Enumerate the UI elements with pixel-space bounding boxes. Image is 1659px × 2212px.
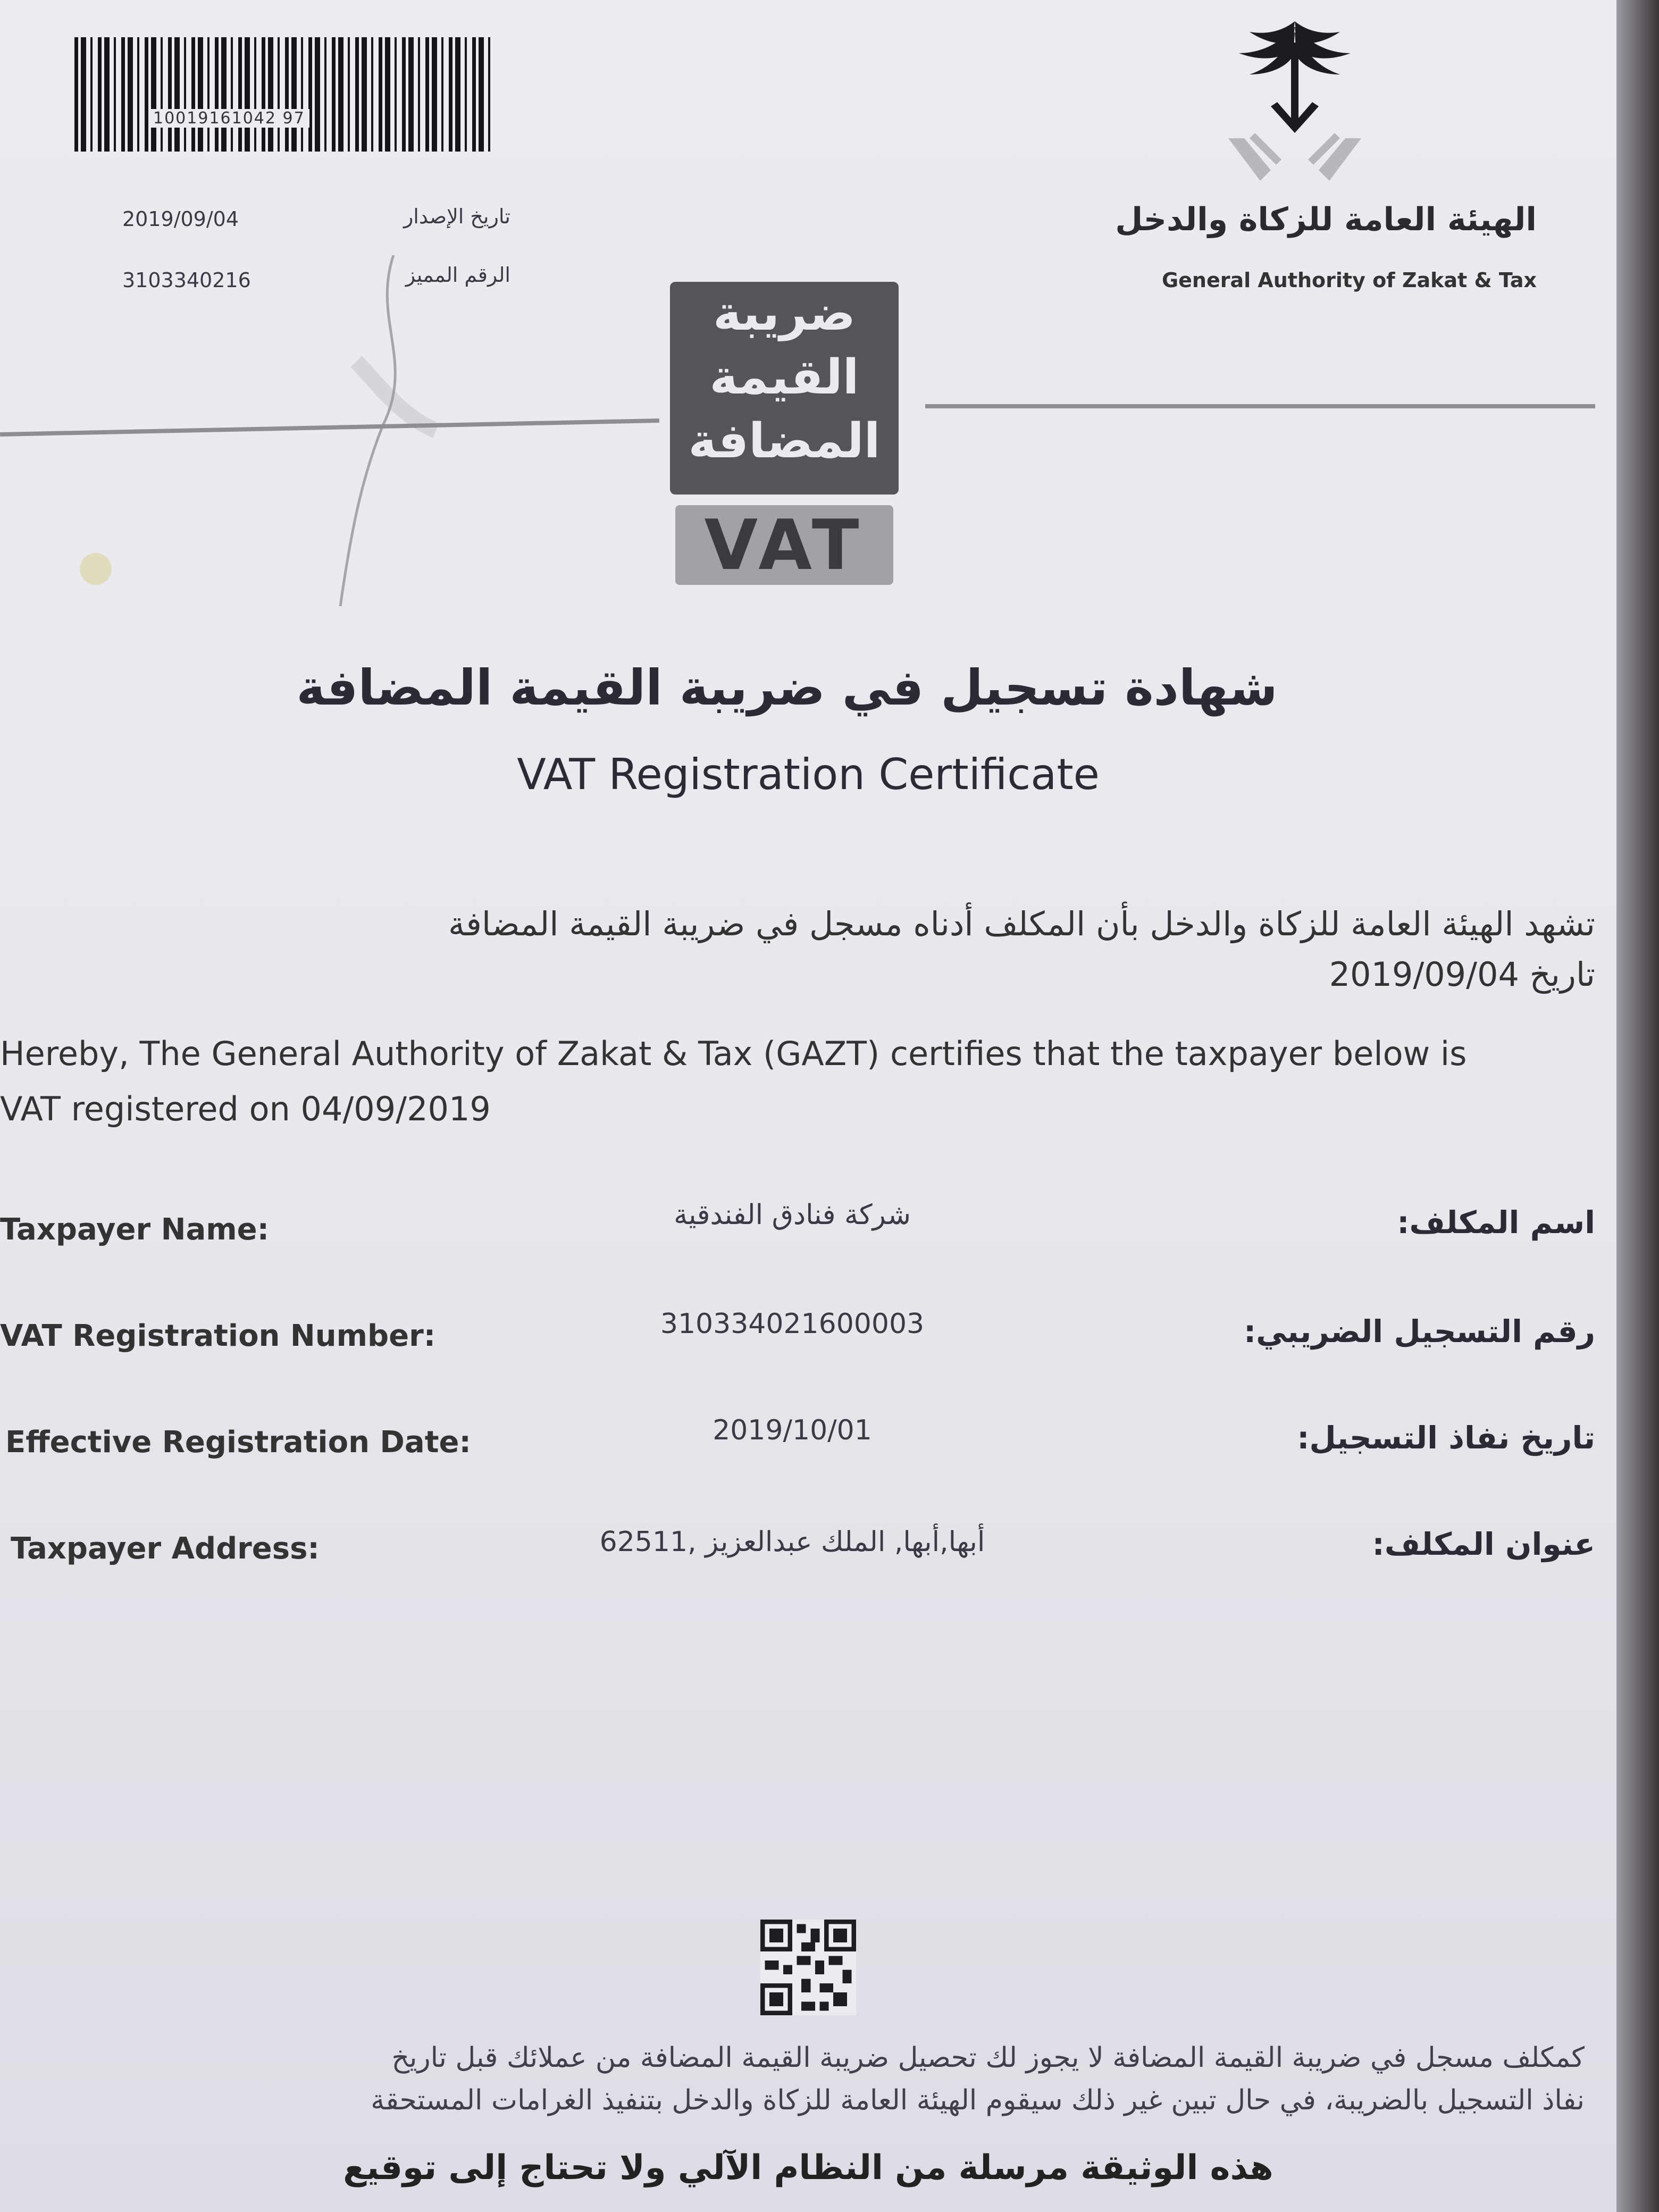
authority-name-ar: الهيئة العامة للزكاة والدخل bbox=[1115, 201, 1537, 238]
footer-no-signature: هذه الوثيقة مرسلة من النظام الآلي ولا تحتاج إلى توقيع bbox=[343, 2148, 1273, 2188]
title-arabic: شهادة تسجيل في ضريبة القيمة المضافة bbox=[296, 659, 1278, 716]
vat-number-value: 310334021600003 bbox=[660, 1308, 925, 1340]
qr-code bbox=[760, 1920, 856, 2015]
taxpayer-address-label-ar: عنوان المكلف: bbox=[1372, 1526, 1595, 1562]
vat-number-label: VAT Registration Number: bbox=[0, 1319, 436, 1353]
vat-logo-line2: القيمة bbox=[709, 349, 859, 405]
palm-swords-emblem bbox=[1218, 11, 1372, 181]
intro-english bbox=[0, 1026, 1585, 1137]
tax-number: 3103340216 bbox=[122, 269, 251, 292]
vat-logo bbox=[670, 282, 899, 495]
issue-date-label: تاريخ الإصدار bbox=[403, 205, 510, 228]
effective-date-label-ar: تاريخ نفاذ التسجيل: bbox=[1297, 1420, 1595, 1456]
effective-date-value: 2019/10/01 bbox=[713, 1414, 872, 1446]
tax-number-label: الرقم المميز bbox=[405, 263, 510, 287]
taxpayer-address-value: أبها,أبها, الملك عبدالعزيز ,62511 bbox=[599, 1526, 985, 1558]
taxpayer-name-label-ar: اسم المكلف: bbox=[1397, 1204, 1595, 1241]
intro-english-line1: Hereby, The General Authority of Zakat & Tax (GAZT) certifies that the taxpayer below is bbox=[0, 1034, 1467, 1073]
title-english: VAT Registration Certificate bbox=[517, 750, 1100, 799]
footer-note-line1: كمكلف مسجل في ضريبة القيمة المضافة لا يجوز لك تحصيل ضريبة القيمة المضافة من عملائك قبل تاريخ bbox=[391, 2042, 1585, 2074]
effective-date-label: Effective Registration Date: bbox=[5, 1425, 471, 1460]
taxpayer-name-value: شركة فنادق الفندقية bbox=[674, 1199, 911, 1231]
footer-note bbox=[53, 2037, 1585, 2122]
vat-logo-line1: ضريبة bbox=[713, 286, 856, 341]
vat-logo-line3: المضافة bbox=[688, 413, 881, 469]
paper-crease bbox=[308, 255, 479, 606]
authority-name-en: General Authority of Zakat & Tax bbox=[1161, 269, 1537, 292]
vat-badge: VAT bbox=[675, 505, 893, 585]
vat-number-label-ar: رقم التسجيل الضريبي: bbox=[1243, 1313, 1595, 1350]
taxpayer-address-label: Taxpayer Address: bbox=[11, 1531, 320, 1566]
intro-english-line2: VAT registered on 04/09/2019 bbox=[0, 1090, 491, 1128]
paper-stain bbox=[80, 553, 112, 585]
barcode-number: 10019161042 97 bbox=[149, 109, 309, 128]
divider-right bbox=[925, 404, 1595, 408]
intro-arabic-line1: تشهد الهيئة العامة للزكاة والدخل بأن المكلف أدناه مسجل في ضريبة القيمة المضافة bbox=[448, 904, 1595, 943]
barcode bbox=[74, 37, 495, 152]
page-edge-shadow bbox=[1616, 0, 1659, 2212]
taxpayer-name-label: Taxpayer Name: bbox=[0, 1212, 270, 1247]
intro-arabic bbox=[106, 899, 1595, 1000]
footer-note-line2: نفاذ التسجيل بالضريبة، في حال تبين غير ذلك سيقوم الهيئة العامة للزكاة والدخل بتنفيذ الغرامات المستحقة bbox=[371, 2084, 1585, 2116]
intro-arabic-line2: تاريخ 2019/09/04 bbox=[1329, 955, 1595, 994]
issue-date: 2019/09/04 bbox=[122, 207, 239, 231]
